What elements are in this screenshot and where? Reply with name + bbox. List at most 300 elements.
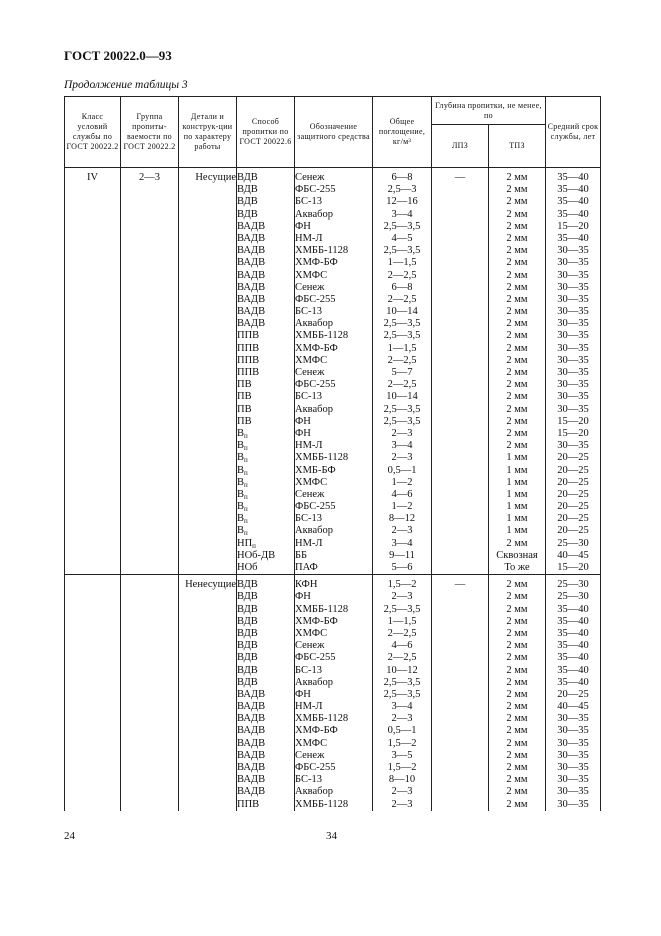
cell-parts-empty <box>179 306 237 318</box>
table-row <box>65 677 601 689</box>
table-continuation-caption: Продолжение таблицы 3 <box>64 79 188 91</box>
cell-life: 35—40 <box>546 184 601 196</box>
cell-parts-empty <box>179 513 237 525</box>
cell-parts-empty <box>179 774 237 786</box>
cell-group <box>121 579 179 591</box>
cell-absorption: 2,5—3 <box>373 184 432 196</box>
cell-tpz: 2 мм <box>489 689 546 701</box>
table-row <box>65 725 601 737</box>
cell-absorption: 1—2 <box>373 477 432 489</box>
table-row <box>65 477 601 489</box>
method-code: ВАДВ <box>237 269 266 281</box>
method-code: ВАДВ <box>237 786 266 798</box>
method-code: ВАДВ <box>237 318 266 330</box>
table-row <box>65 689 601 701</box>
cell-group-empty <box>121 221 179 233</box>
cell-designation: ХМББ-1128 <box>295 713 373 725</box>
cell-tpz: 2 мм <box>489 774 546 786</box>
cell-life: 35—40 <box>546 604 601 616</box>
cell-absorption: 2—3 <box>373 713 432 725</box>
cell-method <box>237 196 295 208</box>
method-subscript: п <box>244 480 248 489</box>
cell-method <box>237 428 295 440</box>
cell-life: 30—35 <box>546 762 601 774</box>
cell-parts-empty <box>179 525 237 537</box>
cell-tpz: 2 мм <box>489 604 546 616</box>
cell-class-empty <box>65 318 121 330</box>
header-lpz: ЛПЗ <box>432 125 489 168</box>
cell-life: 40—45 <box>546 550 601 562</box>
cell-method <box>237 579 295 591</box>
cell-parts-empty <box>179 713 237 725</box>
cell-absorption: 2,5—3,5 <box>373 245 432 257</box>
cell-designation: НМ-Л <box>295 538 373 550</box>
cell-designation: Сенеж <box>295 172 373 184</box>
cell-parts-empty <box>179 640 237 652</box>
cell-method <box>237 591 295 603</box>
cell-tpz: 2 мм <box>489 640 546 652</box>
cell-absorption: 2—2,5 <box>373 270 432 282</box>
cell-absorption: 1,5—2 <box>373 738 432 750</box>
cell-designation: ХМФС <box>295 477 373 489</box>
method-code: ВДВ <box>237 208 258 220</box>
cell-parts-empty <box>179 616 237 628</box>
cell-parts-empty <box>179 604 237 616</box>
cell-group-empty <box>121 379 179 391</box>
cell-designation: БС-13 <box>295 306 373 318</box>
table-row <box>65 465 601 477</box>
cell-tpz: 1 мм <box>489 513 546 525</box>
table-row <box>65 172 601 184</box>
cell-parts-empty <box>179 738 237 750</box>
cell-method <box>237 343 295 355</box>
method-code: В <box>237 427 245 439</box>
cell-designation: ХМФС <box>295 270 373 282</box>
cell-parts-empty <box>179 184 237 196</box>
cell-method <box>237 525 295 537</box>
cell-life: 40—45 <box>546 701 601 713</box>
page-number-left: 24 <box>64 830 75 842</box>
cell-group-empty <box>121 330 179 342</box>
cell-designation: Сенеж <box>295 282 373 294</box>
method-code: ВАДВ <box>237 737 266 749</box>
cell-tpz: 2 мм <box>489 343 546 355</box>
cell-designation: НМ-Л <box>295 701 373 713</box>
cell-absorption: 2—2,5 <box>373 652 432 664</box>
table-row <box>65 501 601 513</box>
cell-class-empty <box>65 525 121 537</box>
method-code: В <box>237 464 245 476</box>
cell-group-empty <box>121 391 179 403</box>
cell-class-empty <box>65 233 121 245</box>
cell-parts: Несущие <box>179 172 237 184</box>
cell-parts-empty <box>179 762 237 774</box>
cell-designation: Аквабор <box>295 677 373 689</box>
method-code: ППВ <box>237 354 260 366</box>
cell-parts-empty <box>179 665 237 677</box>
cell-group-empty <box>121 652 179 664</box>
table-row <box>65 355 601 367</box>
cell-group-empty <box>121 774 179 786</box>
cell-life: 30—35 <box>546 257 601 269</box>
cell-group-empty <box>121 306 179 318</box>
cell-parts-empty <box>179 750 237 762</box>
cell-absorption: 6—8 <box>373 172 432 184</box>
cell-tpz: 2 мм <box>489 367 546 379</box>
impregnation-table <box>64 96 601 811</box>
cell-life: 30—35 <box>546 245 601 257</box>
cell-method <box>237 774 295 786</box>
table-row <box>65 640 601 652</box>
cell-group-empty <box>121 184 179 196</box>
cell-class-empty <box>65 725 121 737</box>
cell-class-empty <box>65 184 121 196</box>
method-subscript: п <box>244 492 248 501</box>
cell-parts-empty <box>179 391 237 403</box>
cell-life: 20—25 <box>546 489 601 501</box>
header-depth: Глубина пропитки, не менее, по <box>432 97 546 125</box>
cell-life: 20—25 <box>546 452 601 464</box>
method-code: ПВ <box>237 403 252 415</box>
cell-absorption: 9—11 <box>373 550 432 562</box>
cell-designation: ФБС-255 <box>295 652 373 664</box>
cell-parts-empty <box>179 477 237 489</box>
cell-group-empty <box>121 477 179 489</box>
cell-life: 30—35 <box>546 355 601 367</box>
cell-designation: ХМФС <box>295 355 373 367</box>
cell-absorption: 4—6 <box>373 640 432 652</box>
cell-life: 30—35 <box>546 306 601 318</box>
cell-parts-empty <box>179 725 237 737</box>
cell-method <box>237 367 295 379</box>
table-row <box>65 196 601 208</box>
table-row <box>65 221 601 233</box>
cell-method <box>237 689 295 701</box>
table-row <box>65 379 601 391</box>
cell-group-empty <box>121 713 179 725</box>
cell-group-empty <box>121 677 179 689</box>
cell-parts-empty <box>179 440 237 452</box>
cell-class-empty <box>65 416 121 428</box>
cell-parts-empty <box>179 501 237 513</box>
method-code: ВДВ <box>237 640 258 652</box>
table-row <box>65 233 601 245</box>
cell-tpz: 2 мм <box>489 391 546 403</box>
cell-life: 30—35 <box>546 343 601 355</box>
cell-class-empty <box>65 428 121 440</box>
cell-designation: БС-13 <box>295 391 373 403</box>
cell-absorption: 1,5—2 <box>373 762 432 774</box>
table-row <box>65 713 601 725</box>
cell-tpz: 2 мм <box>489 428 546 440</box>
table-row <box>65 416 601 428</box>
cell-group-empty <box>121 282 179 294</box>
method-code: ВДВ <box>237 172 258 183</box>
cell-class-empty <box>65 282 121 294</box>
cell-class-empty <box>65 209 121 221</box>
header-method: Способ пропитки по ГОСТ 20022.6 <box>237 97 295 168</box>
cell-parts-empty <box>179 233 237 245</box>
cell-class-empty <box>65 489 121 501</box>
cell-group-empty <box>121 616 179 628</box>
cell-absorption: 2—3 <box>373 452 432 464</box>
cell-tpz: 2 мм <box>489 233 546 245</box>
cell-designation: Сенеж <box>295 489 373 501</box>
cell-absorption: 5—7 <box>373 367 432 379</box>
cell-designation: БС-13 <box>295 665 373 677</box>
method-subscript: п <box>244 517 248 526</box>
table-row <box>65 330 601 342</box>
cell-tpz: 2 мм <box>489 652 546 664</box>
cell-designation: ФБС-255 <box>295 184 373 196</box>
cell-designation: БС-13 <box>295 774 373 786</box>
cell-life: 30—35 <box>546 282 601 294</box>
method-code: ВДВ <box>237 615 258 627</box>
method-code: ВДВ <box>237 196 258 208</box>
table-body <box>65 168 601 811</box>
cell-method <box>237 725 295 737</box>
cell-parts-empty <box>179 428 237 440</box>
cell-designation: ФН <box>295 428 373 440</box>
cell-class-empty <box>65 550 121 562</box>
cell-tpz: 2 мм <box>489 628 546 640</box>
method-code: В <box>237 452 245 464</box>
cell-tpz: 1 мм <box>489 477 546 489</box>
cell-method <box>237 172 295 184</box>
cell-tpz: 2 мм <box>489 762 546 774</box>
cell-tpz: 2 мм <box>489 270 546 282</box>
method-code: ПВ <box>237 379 252 391</box>
cell-class-empty <box>65 701 121 713</box>
cell-group-empty <box>121 404 179 416</box>
cell-parts-empty <box>179 452 237 464</box>
cell-parts-empty <box>179 343 237 355</box>
cell-method <box>237 762 295 774</box>
cell-life: 35—40 <box>546 196 601 208</box>
cell-method <box>237 318 295 330</box>
cell-life: 30—35 <box>546 367 601 379</box>
cell-class-empty <box>65 750 121 762</box>
cell-class-empty <box>65 465 121 477</box>
cell-absorption: 10—14 <box>373 391 432 403</box>
cell-method <box>237 501 295 513</box>
cell-absorption: 2,5—3,5 <box>373 689 432 701</box>
method-code: ВАДВ <box>237 688 266 700</box>
page-number-center: 34 <box>326 830 337 842</box>
cell-absorption: 8—12 <box>373 513 432 525</box>
cell-tpz: 2 мм <box>489 677 546 689</box>
method-code: ВАДВ <box>237 220 266 232</box>
cell-tpz: 2 мм <box>489 591 546 603</box>
cell-class-empty <box>65 538 121 550</box>
cell-method <box>237 665 295 677</box>
cell-class-empty <box>65 677 121 689</box>
cell-group-empty <box>121 738 179 750</box>
method-code: ВДВ <box>237 652 258 664</box>
cell-tpz: 2 мм <box>489 750 546 762</box>
table-row <box>65 774 601 786</box>
method-subscript: п <box>244 444 248 453</box>
cell-tpz: 2 мм <box>489 196 546 208</box>
cell-life: 35—40 <box>546 172 601 184</box>
header-designation: Обозначение защитного средства <box>295 97 373 168</box>
cell-life: 30—35 <box>546 391 601 403</box>
method-code: В <box>237 513 245 525</box>
cell-designation: ХМББ-1128 <box>295 604 373 616</box>
cell-group-empty <box>121 538 179 550</box>
cell-parts-empty <box>179 282 237 294</box>
cell-group-empty <box>121 318 179 330</box>
cell-tpz: 2 мм <box>489 799 546 811</box>
cell-class-empty <box>65 221 121 233</box>
cell-method <box>237 416 295 428</box>
cell-group-empty <box>121 640 179 652</box>
cell-parts-empty <box>179 257 237 269</box>
cell-parts-empty <box>179 652 237 664</box>
cell-designation: ФН <box>295 221 373 233</box>
cell-parts-empty <box>179 404 237 416</box>
cell-class-empty <box>65 665 121 677</box>
table-row <box>65 538 601 550</box>
cell-group-empty <box>121 725 179 737</box>
cell-parts-empty <box>179 628 237 640</box>
cell-life: 30—35 <box>546 799 601 811</box>
cell-method <box>237 640 295 652</box>
cell-absorption: 2,5—3,5 <box>373 677 432 689</box>
cell-method <box>237 282 295 294</box>
table-row <box>65 616 601 628</box>
method-code: ВДВ <box>237 579 258 591</box>
cell-method <box>237 786 295 798</box>
cell-life: 35—40 <box>546 677 601 689</box>
method-code: ВАДВ <box>237 749 266 761</box>
method-subscript: п <box>244 505 248 514</box>
table-row <box>65 404 601 416</box>
method-code: ВДВ <box>237 664 258 676</box>
cell-designation: ХМББ-1128 <box>295 799 373 811</box>
cell-designation: Сенеж <box>295 367 373 379</box>
cell-designation: Аквабор <box>295 209 373 221</box>
cell-tpz: 2 мм <box>489 701 546 713</box>
cell-method <box>237 616 295 628</box>
cell-method <box>237 221 295 233</box>
cell-tpz: 2 мм <box>489 330 546 342</box>
cell-tpz: 2 мм <box>489 616 546 628</box>
cell-method <box>237 452 295 464</box>
cell-group-empty <box>121 550 179 562</box>
cell-tpz: 2 мм <box>489 738 546 750</box>
cell-class-empty <box>65 440 121 452</box>
cell-absorption: 2—3 <box>373 428 432 440</box>
cell-group-empty <box>121 465 179 477</box>
cell-absorption: 1—1,5 <box>373 343 432 355</box>
table-row <box>65 738 601 750</box>
cell-life: 30—35 <box>546 294 601 306</box>
cell-designation: БС-13 <box>295 196 373 208</box>
cell-absorption: 0,5—1 <box>373 465 432 477</box>
cell-tpz: 2 мм <box>489 245 546 257</box>
cell-absorption: 3—4 <box>373 701 432 713</box>
cell-class-empty <box>65 196 121 208</box>
cell-class-empty <box>65 713 121 725</box>
cell-method <box>237 245 295 257</box>
cell-tpz: То же <box>489 562 546 575</box>
table-row <box>65 652 601 664</box>
cell-absorption: 3—4 <box>373 440 432 452</box>
table-row <box>65 628 601 640</box>
cell-tpz: 2 мм <box>489 665 546 677</box>
cell-life: 20—25 <box>546 465 601 477</box>
cell-method <box>237 604 295 616</box>
table-row <box>65 579 601 591</box>
cell-parts-empty <box>179 221 237 233</box>
table-row <box>65 550 601 562</box>
cell-life: 30—35 <box>546 318 601 330</box>
cell-class-empty <box>65 452 121 464</box>
header-tpz: ТПЗ <box>489 125 546 168</box>
cell-method <box>237 701 295 713</box>
cell-method <box>237 550 295 562</box>
method-code: НОб <box>237 562 258 573</box>
cell-life: 35—40 <box>546 616 601 628</box>
cell-method <box>237 330 295 342</box>
table-row <box>65 306 601 318</box>
cell-method <box>237 513 295 525</box>
cell-method <box>237 489 295 501</box>
cell-class-empty <box>65 245 121 257</box>
cell-method <box>237 562 295 575</box>
method-code: ВАДВ <box>237 306 266 318</box>
cell-group-empty <box>121 525 179 537</box>
cell-tpz: 2 мм <box>489 318 546 330</box>
cell-group-empty <box>121 604 179 616</box>
cell-designation: ББ <box>295 550 373 562</box>
cell-tpz: 1 мм <box>489 452 546 464</box>
cell-method <box>237 404 295 416</box>
method-code: ВАДВ <box>237 725 266 737</box>
table-row <box>65 367 601 379</box>
cell-parts-empty <box>179 591 237 603</box>
cell-absorption: 2—2,5 <box>373 294 432 306</box>
cell-absorption: 2—3 <box>373 591 432 603</box>
cell-designation: ХМФС <box>295 628 373 640</box>
table-row <box>65 665 601 677</box>
cell-life: 30—35 <box>546 786 601 798</box>
table-row <box>65 513 601 525</box>
cell-absorption: 4—6 <box>373 489 432 501</box>
cell-parts-empty <box>179 538 237 550</box>
cell-tpz: 1 мм <box>489 465 546 477</box>
cell-group-empty <box>121 591 179 603</box>
cell-method <box>237 750 295 762</box>
cell-class-empty <box>65 689 121 701</box>
cell-parts-empty <box>179 367 237 379</box>
cell-absorption: 1—2 <box>373 501 432 513</box>
cell-class-empty <box>65 799 121 811</box>
cell-absorption: 2,5—3,5 <box>373 416 432 428</box>
table-row <box>65 428 601 440</box>
cell-absorption: 2—3 <box>373 786 432 798</box>
cell-designation: НМ-Л <box>295 440 373 452</box>
cell-class-empty <box>65 294 121 306</box>
cell-method <box>237 465 295 477</box>
cell-group-empty <box>121 665 179 677</box>
cell-life: 35—40 <box>546 652 601 664</box>
cell-parts-empty <box>179 562 237 575</box>
method-subscript: п <box>244 431 248 440</box>
cell-group-empty <box>121 689 179 701</box>
cell-designation: Аквабор <box>295 404 373 416</box>
